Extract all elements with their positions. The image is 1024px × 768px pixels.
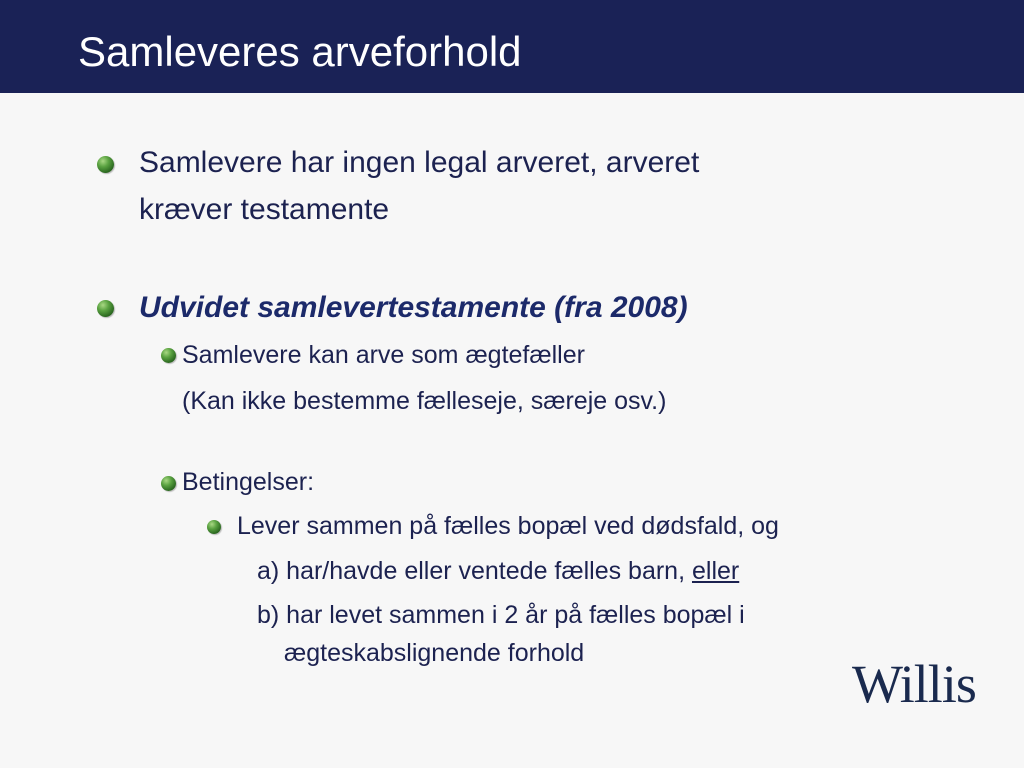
condition-b: b) har levet sammen i 2 år på fælles bopæl i [257,601,745,629]
willis-logo: Willis [852,654,976,714]
sub-bullet-text-spouse: Samlevere kan arve som ægtefæller [182,341,585,369]
condition-a-or: eller [691,557,740,585]
sub-bullet-note: (Kan ikke bestemme fælleseje, særeje osv.) [182,387,667,415]
sub-bullet-text-conditions: Betingelser: [182,468,315,496]
slide-title: Samleveres arveforhold [78,28,522,75]
section-heading: Udvidet samlevertestamente (fra 2008) [139,291,688,324]
bullet-green-icon [97,156,114,173]
bullet-text-legal-inheritance: Samlevere har ingen legal arveret, arveret [139,146,700,179]
condition-b-cont: ægteskabslignende forhold [284,639,585,667]
sub-bullet-green-icon [161,348,176,363]
condition-living-together: Lever sammen på fælles bopæl ved dødsfald, og [237,512,779,540]
condition-a [257,556,739,586]
bullet-text-legal-inheritance-cont: kræver testamente [139,193,390,226]
sub-sub-bullet-green-icon [207,520,221,534]
bullet-green-icon [97,300,114,317]
sub-bullet-green-icon [161,476,176,491]
condition-a-text: a) har/havde eller ventede fælles barn, [257,557,692,585]
